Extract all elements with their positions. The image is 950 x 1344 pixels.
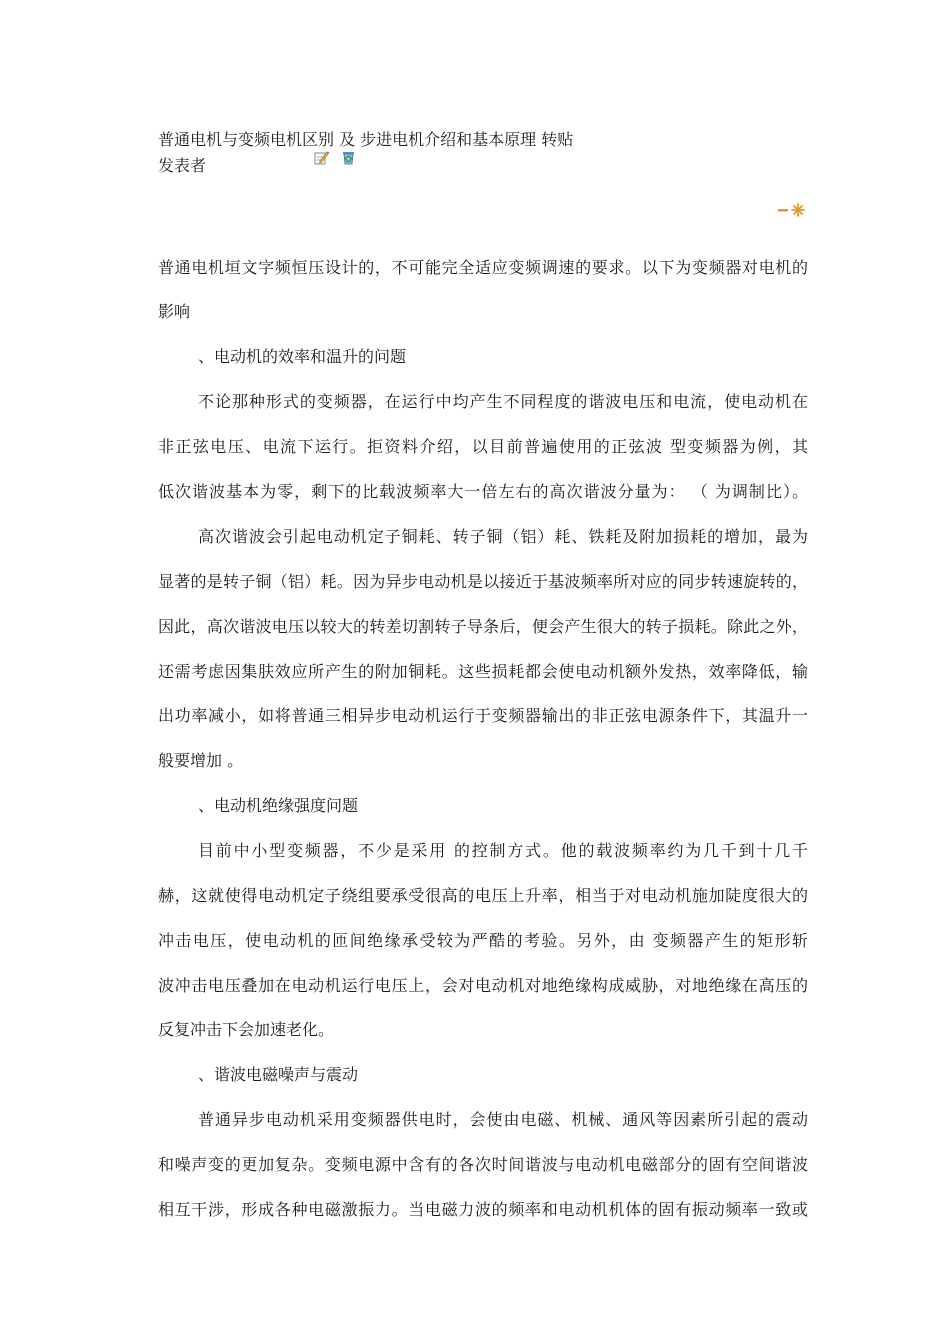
section-heading: 、电动机的效率和温升的问题 bbox=[198, 347, 407, 366]
document-title: 普通电机与变频电机区别 及 步进电机介绍和基本原理 转贴 bbox=[158, 130, 574, 149]
body-line: 和噪声变的更加复杂。变频电源中含有的各次时间谐波与电动机电磁部分的固有空间谐波 bbox=[158, 1155, 808, 1174]
author-label: 发表者 bbox=[158, 156, 207, 175]
section-heading: 、谐波电磁噪声与震动 bbox=[198, 1065, 359, 1084]
body-line: 波冲击电压叠加在电动机运行电压上，会对电动机对地绝缘构成威胁，对地绝缘在高压的 bbox=[158, 976, 808, 995]
body-line: 冲击电压，使电动机的匝间绝缘承受较为严酷的考验。另外，由 变频器产生的矩形斩 bbox=[158, 931, 808, 950]
body-line: 非正弦电压、电流下运行。拒资料介绍，以目前普遍使用的正弦波 型变频器为例，其 bbox=[158, 437, 808, 456]
body-line: 因此，高次谐波电压以较大的转差切割转子导条后，便会产生很大的转子损耗。除此之外， bbox=[158, 617, 808, 636]
body-line: 低次谐波基本为零，剩下的比载波频率大一倍左右的高次谐波分量为： （ 为调制比）。 bbox=[158, 482, 808, 501]
body-line: 普通异步电动机采用变频器供电时，会使由电磁、机械、通风等因素所引起的震动 bbox=[198, 1110, 808, 1129]
body-line: 出功率减小，如将普通三相异步电动机运行于变频器输出的非正弦电源条件下，其温升一 bbox=[158, 706, 808, 725]
star-dash-icon bbox=[778, 202, 806, 216]
body-line: 目前中小型变频器，不少是采用 的控制方式。他的载波频率约为几千到十几千 bbox=[198, 841, 808, 860]
body-line: 不论那种形式的变频器，在运行中均产生不同程度的谐波电压和电流，使电动机在 bbox=[198, 392, 808, 411]
body-line: 反复冲击下会加速老化。 bbox=[158, 1020, 335, 1039]
recycle-icon[interactable] bbox=[341, 150, 356, 165]
body-line: 赫，这就使得电动机定子绕组要承受很高的电压上升率，相当于对电动机施加陡度很大的 bbox=[158, 886, 808, 905]
body-line: 相互干涉，形成各种电磁激振力。当电磁力波的频率和电动机机体的固有振动频率一致或 bbox=[158, 1200, 808, 1219]
body-line: 般要增加 。 bbox=[158, 751, 244, 770]
edit-icon[interactable] bbox=[314, 150, 329, 165]
body-line: 还需考虑因集肤效应所产生的附加铜耗。这些损耗都会使电动机额外发热，效率降低，输 bbox=[158, 662, 808, 681]
body-line: 普通电机垣文字频恒压设计的，不可能完全适应变频调速的要求。以下为变频器对电机的 bbox=[158, 258, 808, 277]
section-heading: 、电动机绝缘强度问题 bbox=[198, 796, 359, 815]
body-line: 高次谐波会引起电动机定子铜耗、转子铜（铝）耗、铁耗及附加损耗的增加，最为 bbox=[198, 527, 808, 546]
body-line: 影响 bbox=[158, 302, 191, 321]
body-line: 显著的是转子铜（铝）耗。因为异步电动机是以接近于基波频率所对应的同步转速旋转的， bbox=[158, 572, 808, 591]
